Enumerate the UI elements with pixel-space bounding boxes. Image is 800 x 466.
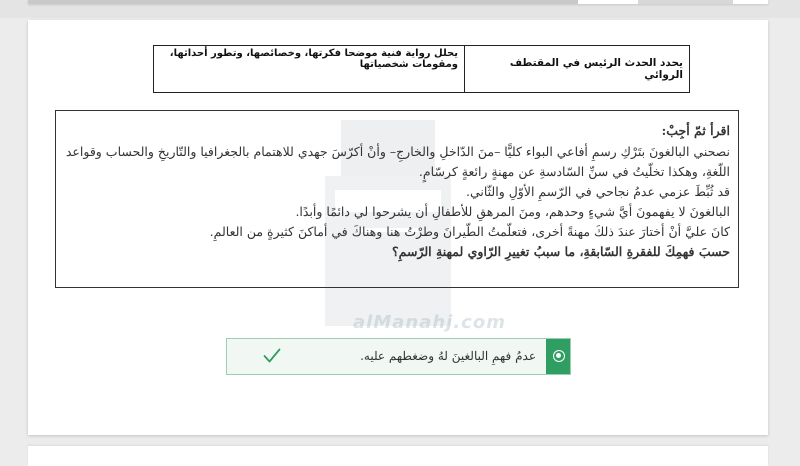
passage-line: نصحني البالغونَ بتَرْكِ رسمِ أفاعي البواء كليًّا –منَ الدّاخلِ والخارجِ– وأنْ أكرّسَ جهدي للاهتمام بالجغرافيا والتّاريخِ والحساب وقواعد	[65, 144, 730, 159]
passage-line: كانَ عليَّ أنْ أختارَ عندَ ذلكَ مهنةً أخرى، فتعلّمتُ الطّيرانَ وطرْتُ هنا وهناكَ في أماكنَ كثيرةٍ من العالمِ.	[209, 224, 730, 239]
radio-selected-icon[interactable]	[553, 350, 565, 362]
previous-page-bar-right	[638, 0, 733, 4]
previous-page-bar	[28, 0, 578, 4]
passage-heading: اقرأ ثمّ أجِبْ:	[661, 123, 730, 138]
passage-line: قد ثُبِّطَ عزمي عدمُ نجاحي في الرّسمِ الأوّلِ والثّاني.	[465, 184, 730, 199]
table-row	[154, 46, 690, 93]
watermark-site: alManahj.com	[353, 312, 506, 333]
answer-option[interactable]	[226, 338, 571, 375]
passage-line: البالغونَ لا يفهمونَ أيَّ شيءٍ وحدهم، ومنَ المرهقِ للأطفالِ أن يشرحوا لي دائمًا وأبدًا.	[295, 204, 730, 219]
next-page-edge	[28, 446, 768, 466]
reading-passage	[55, 110, 739, 288]
question-text: حسبَ فهمِكَ للفقرةِ السّابقةِ، ما سببُ تغييرِ الرّاوي لمهنةِ الرّسمِ؟	[392, 244, 730, 259]
answer-text: عدمُ فهمِ البالغينَ لهُ وضغطهم عليه.	[360, 349, 536, 363]
outcome-cell: يحدد الحدث الرئيس في المقتطف الروائي	[465, 46, 690, 93]
document-page	[28, 20, 768, 435]
check-icon	[263, 348, 281, 364]
previous-page-edge	[28, 0, 768, 4]
outcome-cell: يحلل رواية فنية موضحا فكرتها، وخصائصها، وتطور أحداثها، ومقومات شخصياتها	[154, 46, 465, 93]
learning-outcomes-table	[153, 45, 690, 93]
passage-line: اللّغةِ، وهكذا تخلّيتُ في سنِّ السّادسةِ عن مهنةٍ رائعةٍ كرسّامٍ.	[418, 164, 730, 179]
selected-indicator[interactable]	[546, 339, 570, 374]
